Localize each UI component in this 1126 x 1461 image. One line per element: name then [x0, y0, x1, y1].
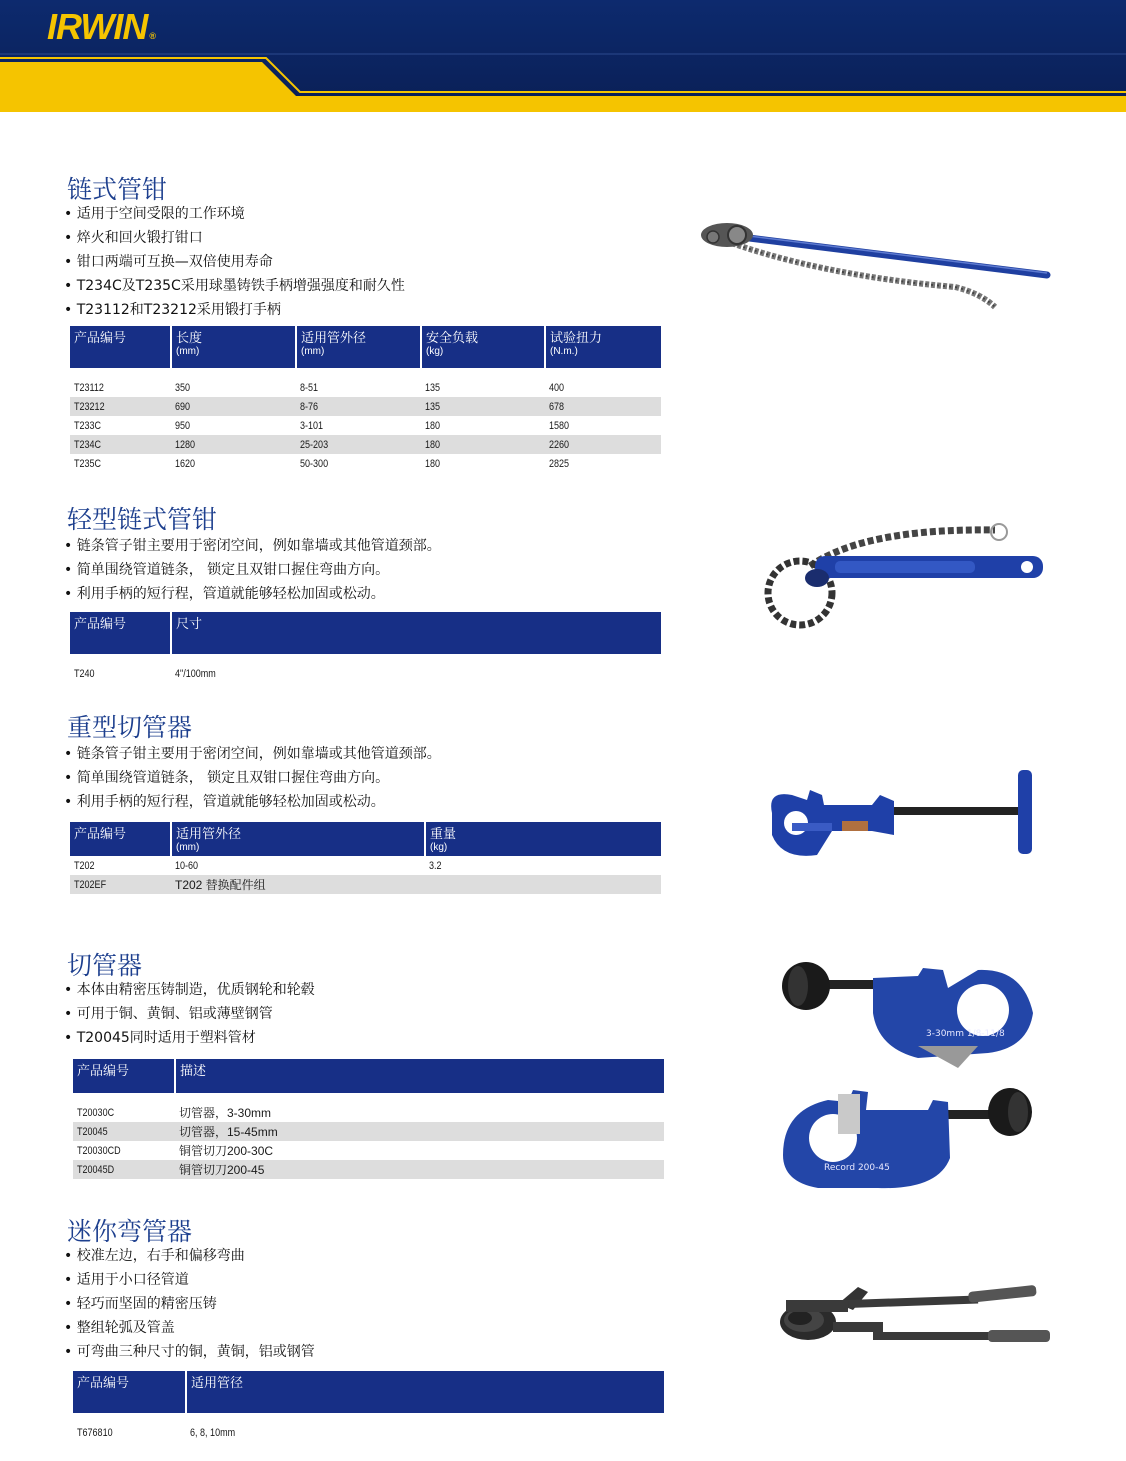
bullet-item: • 可用于铜、黄铜、铝或薄壁钢管: [64, 1002, 315, 1026]
table-row: T676810 6, 8, 10mm: [77, 1426, 236, 1439]
section-title-pipe-cutter: 切管器: [67, 951, 143, 980]
column-header: 产品编号: [73, 1371, 186, 1413]
bullet-item: • 链条管子钳主要用于密闭空间，例如靠墙或其他管道颈部。: [64, 742, 441, 766]
column-header: 产品编号: [73, 1059, 175, 1093]
table-row: T20030C 切管器，3-30mm: [77, 1106, 272, 1120]
banner-graphic: [0, 0, 1126, 112]
column-header: 适用管外径 (mm): [171, 822, 425, 856]
column-header: 适用管径: [186, 1371, 664, 1413]
table-header-row: [73, 1059, 664, 1093]
column-header: 重量 (kg): [425, 822, 661, 856]
bullet-item: • 焠火和回火锻打钳口: [64, 226, 405, 250]
cutter-brand-label: Record 200-45: [824, 1163, 890, 1173]
spec-table-mini-bender: [73, 1371, 664, 1442]
logo-text: IRWIN: [47, 6, 148, 47]
column-header: 描述: [175, 1059, 664, 1093]
bullet-item: • 整组轮弧及管盖: [64, 1316, 315, 1340]
spec-table-pipe-cutter: [73, 1059, 664, 1179]
table-row: T202EF T202 替换配件组: [70, 875, 661, 894]
table-row: T202 10-60 3.2: [74, 859, 442, 872]
table-row: T23112 350 8-51 135 400: [74, 381, 565, 394]
table-row: T23212 690 8-76 135 678: [70, 397, 661, 416]
bullet-list-light-chain-wrench: [64, 534, 441, 606]
table-header-row: [70, 326, 661, 368]
heavy-pipe-cutter-image: [762, 765, 1042, 865]
bullet-item: • 利用手柄的短行程，管道就能够轻松加固或松动。: [64, 582, 441, 606]
chain-wrench-image: [695, 215, 1055, 320]
table-row: T20045D 铜管切刀200-45: [73, 1160, 664, 1179]
spec-table-chain-wrench: [70, 326, 661, 473]
bullet-item: • T23112和T23212采用锻打手柄: [64, 298, 405, 322]
bullet-item: • 利用手柄的短行程，管道就能够轻松加固或松动。: [64, 790, 441, 814]
bullet-item: • 校准左边，右手和偏移弯曲: [64, 1244, 315, 1268]
bullet-item: • T20045同时适用于塑料管材: [64, 1026, 315, 1050]
table-row: T234C 1280 25-203 180 2260: [70, 435, 661, 454]
table-header-row: [70, 822, 661, 856]
table-header-row: [70, 612, 661, 654]
column-header: 长度 (mm): [171, 326, 296, 368]
light-chain-wrench-image: [755, 518, 1050, 638]
bullet-item: • 适用于空间受限的工作环境: [64, 202, 405, 226]
bullet-item: • 适用于小口径管道: [64, 1268, 315, 1292]
table-row: T20045 切管器，15-45mm: [73, 1122, 664, 1141]
spec-table-light-chain-wrench: [70, 612, 661, 683]
column-header: 适用管外径 (mm): [296, 326, 421, 368]
irwin-logo: [47, 6, 155, 48]
table-row: T233C 950 3-101 180 1580: [74, 419, 570, 432]
section-title-heavy-pipe-cutter: 重型切管器: [67, 713, 193, 742]
bullet-item: • 简单围绕管道链条， 锁定且双钳口握住弯曲方向。: [64, 766, 441, 790]
bullet-item: • 钳口两端可互换—双倍使用寿命: [64, 250, 405, 274]
section-title-mini-bender: 迷你弯管器: [67, 1217, 193, 1246]
bullet-item: • 本体由精密压铸制造，优质钢轮和轮毂: [64, 978, 315, 1002]
bullet-list-chain-wrench: [64, 202, 405, 322]
pipe-cutter-3-30-image: [778, 958, 1040, 1070]
bullet-item: • 简单围绕管道链条， 锁定且双钳口握住弯曲方向。: [64, 558, 441, 582]
column-header: 产品编号: [70, 822, 171, 856]
bullet-list-mini-bender: [64, 1244, 315, 1364]
column-header: 尺寸: [171, 612, 661, 654]
column-header: 产品编号: [70, 612, 171, 654]
bullet-list-heavy-pipe-cutter: [64, 742, 441, 814]
column-header: 试验扭力 (N.m.): [545, 326, 661, 368]
cutter-size-label: 3-30mm 1/8-11/8: [926, 1029, 1005, 1039]
pipe-cutter-200-45-image: [778, 1080, 1040, 1192]
spec-table-heavy-pipe-cutter: [70, 822, 661, 894]
bullet-item: • 可弯曲三种尺寸的铜，黄铜，铝或钢管: [64, 1340, 315, 1364]
logo-reg-mark: ®: [149, 31, 155, 41]
header-banner: [0, 0, 1126, 112]
section-title-chain-wrench: 链式管钳: [67, 175, 168, 204]
mini-bender-image: [778, 1282, 1053, 1364]
table-row: T235C 1620 50-300 180 2825: [74, 457, 570, 470]
bullet-list-pipe-cutter: [64, 978, 315, 1050]
bullet-item: • 链条管子钳主要用于密闭空间，例如靠墙或其他管道颈部。: [64, 534, 441, 558]
section-title-light-chain-wrench: 轻型链式管钳: [67, 505, 218, 534]
column-header: 产品编号: [70, 326, 171, 368]
table-header-row: [73, 1371, 664, 1413]
bullet-item: • 轻巧而坚固的精密压铸: [64, 1292, 315, 1316]
bullet-item: • T234C及T235C采用球墨铸铁手柄增强强度和耐久性: [64, 274, 405, 298]
table-row: T240 4"/100mm: [74, 667, 216, 680]
table-row: T20030CD 铜管切刀200-30C: [77, 1144, 274, 1158]
column-header: 安全负载 (kg): [421, 326, 545, 368]
